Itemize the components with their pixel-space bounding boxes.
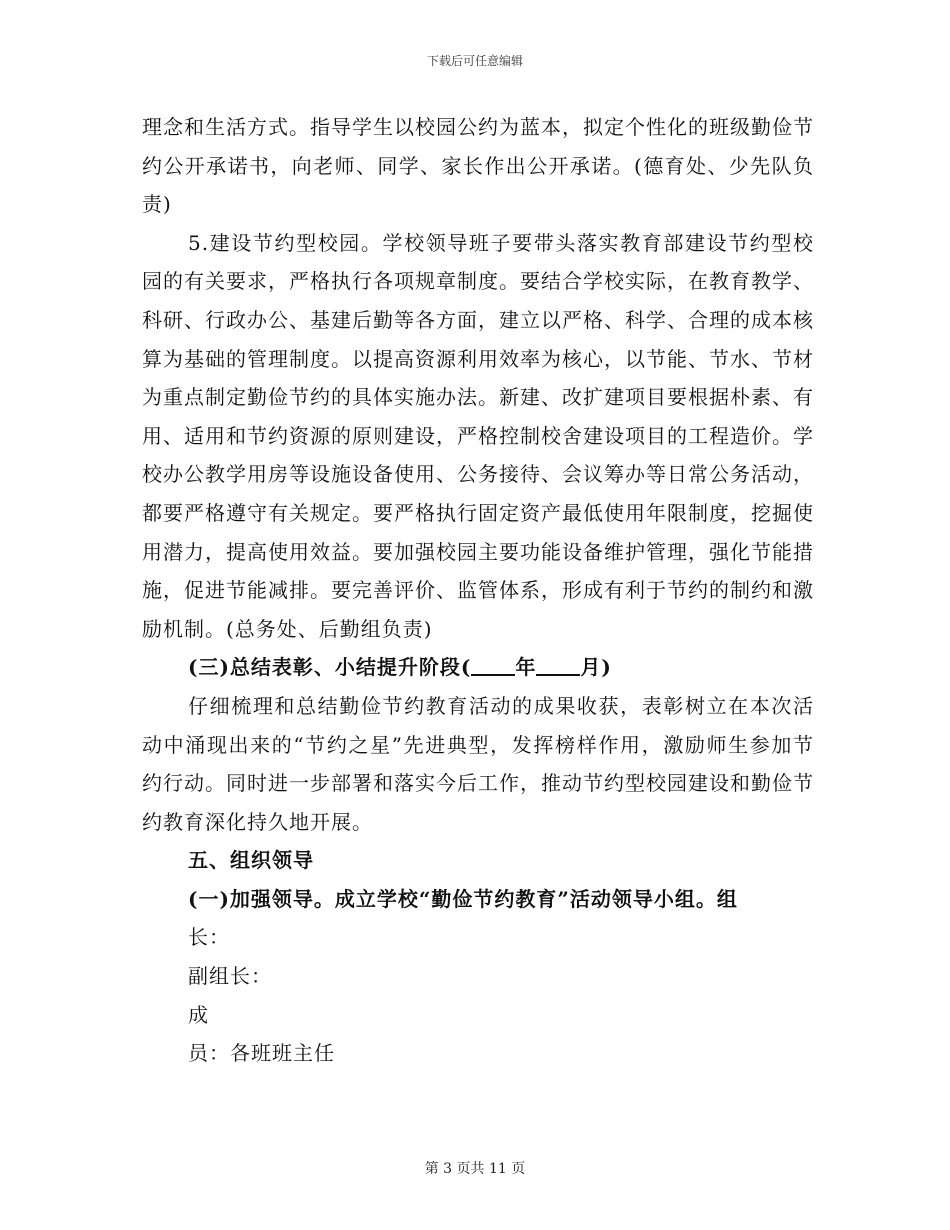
- blank-month: [536, 654, 580, 676]
- member-line-b: 员：各班班主任: [188, 1041, 335, 1066]
- leader-line: 长：: [188, 925, 230, 950]
- heading-3-year: 年: [515, 655, 537, 680]
- deputy-leader-line: 副组长：: [188, 964, 272, 989]
- paragraph-1: 理念和生活方式。指导学生以校园公约为蓝本，拟定个性化的班级勤俭节约公开承诺书，向老师、同学、家长作出公开承诺。(德育处、少先队负责): [142, 115, 814, 217]
- page-footer: 第 3 页共 11 页: [424, 1161, 526, 1177]
- blank-year: [471, 654, 515, 676]
- subsection-heading-1: (一)加强领导。成立学校“勤俭节约教育”活动领导小组。组: [188, 886, 738, 911]
- section-heading-3: [142, 648, 814, 687]
- section-heading-5: 五、组织领导: [188, 848, 314, 873]
- paragraph-3: 仔细梳理和总结勤俭节约教育活动的成果收获，表彰树立在本次活动中涌现出来的“节约之星”先进典型，发挥榜样作用，激励师生参加节约行动。同时进一步部署和落实今后工作，推动节约型校园建设和勤俭节约教育深化持久地开展。: [142, 693, 814, 834]
- heading-3-prefix: (三)总结表彰、小结提升阶段(: [188, 655, 472, 680]
- member-line-a: 成: [188, 1002, 209, 1027]
- page-header: 下载后可任意编辑: [426, 54, 523, 68]
- document-body: [142, 108, 814, 1073]
- paragraph-2: 5.建设节约型校园。学校领导班子要带头落实教育部建设节约型校园的有关要求，严格执行各项规章制度。要结合学校实际，在教育教学、科研、行政办公、基建后勤等各方面，建立以严格、科学、合理的成本核算为基础的管理制度。以提高资源利用效率为核心，以节能、节水、节材为重点制定勤俭节约的具体实施办法。新建、改扩建项目要根据朴素、有用、适用和节约资源的原则建设，严格控制校舍建设项目的工程造价。学校办公教学用房等设施设备使用、公务接待、会议筹办等日常公务活动，都要严格遵守有关规定。要严格执行固定资产最低使用年限制度，挖掘使用潜力，提高使用效益。要加强校园主要功能设备维护管理，强化节能措施，促进节能减排。要完善评价、监管体系，形成有利于节约的制约和激励机制。(总务处、后勤组负责): [142, 230, 814, 641]
- heading-3-month: 月): [580, 655, 612, 680]
